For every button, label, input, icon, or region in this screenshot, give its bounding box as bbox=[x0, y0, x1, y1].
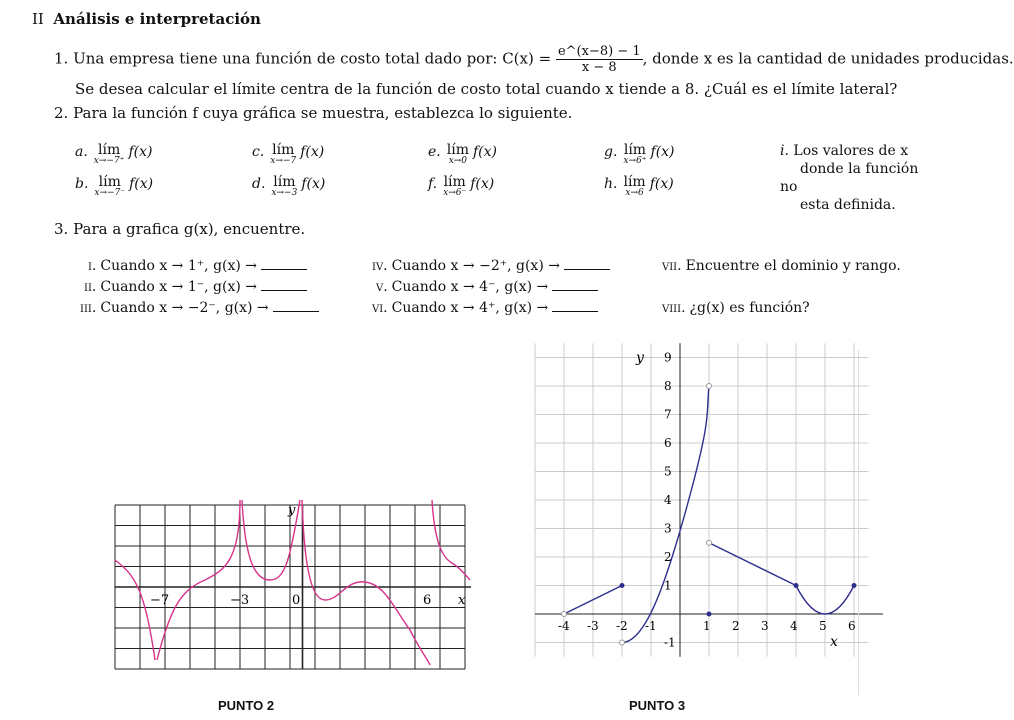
g3-y-tick: 2 bbox=[664, 550, 672, 564]
g3-y-tick: 1 bbox=[664, 578, 672, 593]
question-v: v. Cuando x → 4⁻, g(x) → bbox=[376, 279, 598, 295]
g3-x-tick: 5 bbox=[819, 619, 827, 633]
problem-2-number: 2. bbox=[54, 104, 69, 122]
g3-closed-point bbox=[852, 583, 857, 588]
g2-tick: 0 bbox=[292, 593, 301, 608]
answer-blank[interactable] bbox=[273, 301, 319, 312]
question-viii: viii. ¿g(x) es función? bbox=[662, 300, 810, 316]
limit-f: f. lím x→6⁻ f(x) bbox=[428, 174, 495, 198]
fraction-numerator: e^(x−8) − 1 bbox=[557, 44, 641, 59]
item-i-line3: esta definida. bbox=[800, 197, 896, 213]
g3-y-label: y bbox=[636, 350, 644, 366]
g2-tick: −7 bbox=[150, 593, 170, 608]
section-title bbox=[32, 10, 261, 28]
g3-x-tick: 2 bbox=[732, 619, 740, 633]
problem-1-line2: Se desea calcular el límite centra de la función de costo total cuando x tiende a 8. ¿Cuál es el límite lateral? bbox=[75, 80, 898, 98]
problem-3-text: Para a grafica g(x), encuentre. bbox=[73, 220, 306, 238]
g3-closed-point bbox=[620, 583, 625, 588]
g3-x-tick: -4 bbox=[558, 619, 570, 633]
g3-y-tick: 4 bbox=[664, 493, 672, 507]
cost-fraction bbox=[556, 44, 643, 75]
limit-h: h. lím x→6 f(x) bbox=[604, 174, 674, 198]
problem-1-text-b: , donde x es la cantidad de unidades producidas. bbox=[642, 49, 1014, 68]
g3-open-point bbox=[562, 612, 567, 617]
problem-3 bbox=[54, 220, 305, 238]
problem-2 bbox=[54, 104, 572, 122]
g3-y-tick: 5 bbox=[664, 464, 672, 479]
g3-y-tick: 9 bbox=[664, 350, 672, 365]
g2-tick: 6 bbox=[423, 593, 432, 608]
g3-open-point bbox=[707, 540, 712, 545]
answer-blank[interactable] bbox=[552, 280, 598, 291]
caption-punto-3: PUNTO 3 bbox=[629, 698, 686, 713]
g3-open-point bbox=[707, 384, 712, 389]
question-vii: vii. Encuentre el dominio y rango. bbox=[662, 258, 901, 274]
item-i-label: i. bbox=[780, 143, 789, 159]
g2-y-label: y bbox=[288, 503, 296, 518]
question-i: i. Cuando x → 1⁺, g(x) → bbox=[88, 258, 307, 274]
section-number: II bbox=[32, 10, 44, 28]
limit-d: d. lím x→−3 f(x) bbox=[252, 174, 326, 198]
answer-blank[interactable] bbox=[564, 259, 610, 270]
limit-c: c. lím x→−7 f(x) bbox=[252, 142, 325, 166]
g2-tick: −3 bbox=[230, 593, 250, 608]
question-iii: iii. Cuando x → −2⁻, g(x) → bbox=[80, 300, 319, 316]
limit-b: b. lím x→−7⁻ f(x) bbox=[75, 174, 154, 198]
question-ii: ii. Cuando x → 1⁻, g(x) → bbox=[84, 279, 307, 295]
answer-blank[interactable] bbox=[261, 280, 307, 291]
item-i-line1: Los valores de x bbox=[793, 143, 909, 159]
graph-punto-2 bbox=[110, 500, 470, 672]
limit-a: a. lím x→−7⁺ f(x) bbox=[75, 142, 153, 166]
fraction-denominator: x − 8 bbox=[581, 60, 617, 75]
problem-1-number: 1. bbox=[54, 49, 69, 68]
g3-y-tick: -1 bbox=[664, 635, 676, 650]
problem-1-text-a: Una empresa tiene una función de costo total dado por: C(x) = bbox=[73, 49, 552, 68]
g3-x-tick: -3 bbox=[587, 619, 599, 633]
graph-punto-3 bbox=[500, 350, 860, 695]
divider bbox=[858, 350, 859, 695]
g3-x-tick: -2 bbox=[616, 619, 628, 633]
answer-blank[interactable] bbox=[261, 259, 307, 270]
g3-x-label: x bbox=[830, 634, 838, 650]
item-i bbox=[780, 142, 937, 214]
g3-x-tick: 3 bbox=[761, 619, 769, 633]
g3-y-tick: 3 bbox=[664, 521, 672, 536]
g3-y-tick: 8 bbox=[664, 379, 672, 393]
g3-closed-point bbox=[707, 612, 712, 617]
g3-x-tick: 1 bbox=[703, 619, 711, 633]
g2-x-label: x bbox=[458, 593, 466, 608]
caption-punto-2: PUNTO 2 bbox=[218, 698, 275, 713]
g3-x-tick: -1 bbox=[645, 619, 657, 633]
problem-1 bbox=[54, 44, 1014, 75]
limit-g: g. lím x→6⁺ f(x) bbox=[604, 142, 675, 166]
problem-2-text: Para la función f cuya gráfica se muestra, establezca lo siguiente. bbox=[73, 104, 573, 122]
section-heading: Análisis e interpretación bbox=[53, 10, 261, 28]
g3-x-tick: 6 bbox=[848, 619, 856, 633]
g3-segment-mid bbox=[709, 543, 796, 586]
item-i-line2: donde la función no bbox=[780, 161, 919, 195]
g3-y-tick: 6 bbox=[664, 436, 672, 450]
g3-y-tick: 7 bbox=[664, 407, 672, 422]
question-vi: vi. Cuando x → 4⁺, g(x) → bbox=[372, 300, 598, 316]
g3-open-point bbox=[620, 640, 625, 645]
graph-2-curve bbox=[115, 500, 470, 665]
g3-closed-point bbox=[794, 583, 799, 588]
limit-e: e. lím x→0 f(x) bbox=[428, 142, 497, 166]
g3-x-tick: 4 bbox=[790, 619, 798, 633]
question-iv: iv. Cuando x → −2⁺, g(x) → bbox=[372, 258, 610, 274]
problem-3-number: 3. bbox=[54, 220, 69, 238]
g3-curve-exp bbox=[622, 386, 709, 643]
answer-blank[interactable] bbox=[552, 301, 598, 312]
